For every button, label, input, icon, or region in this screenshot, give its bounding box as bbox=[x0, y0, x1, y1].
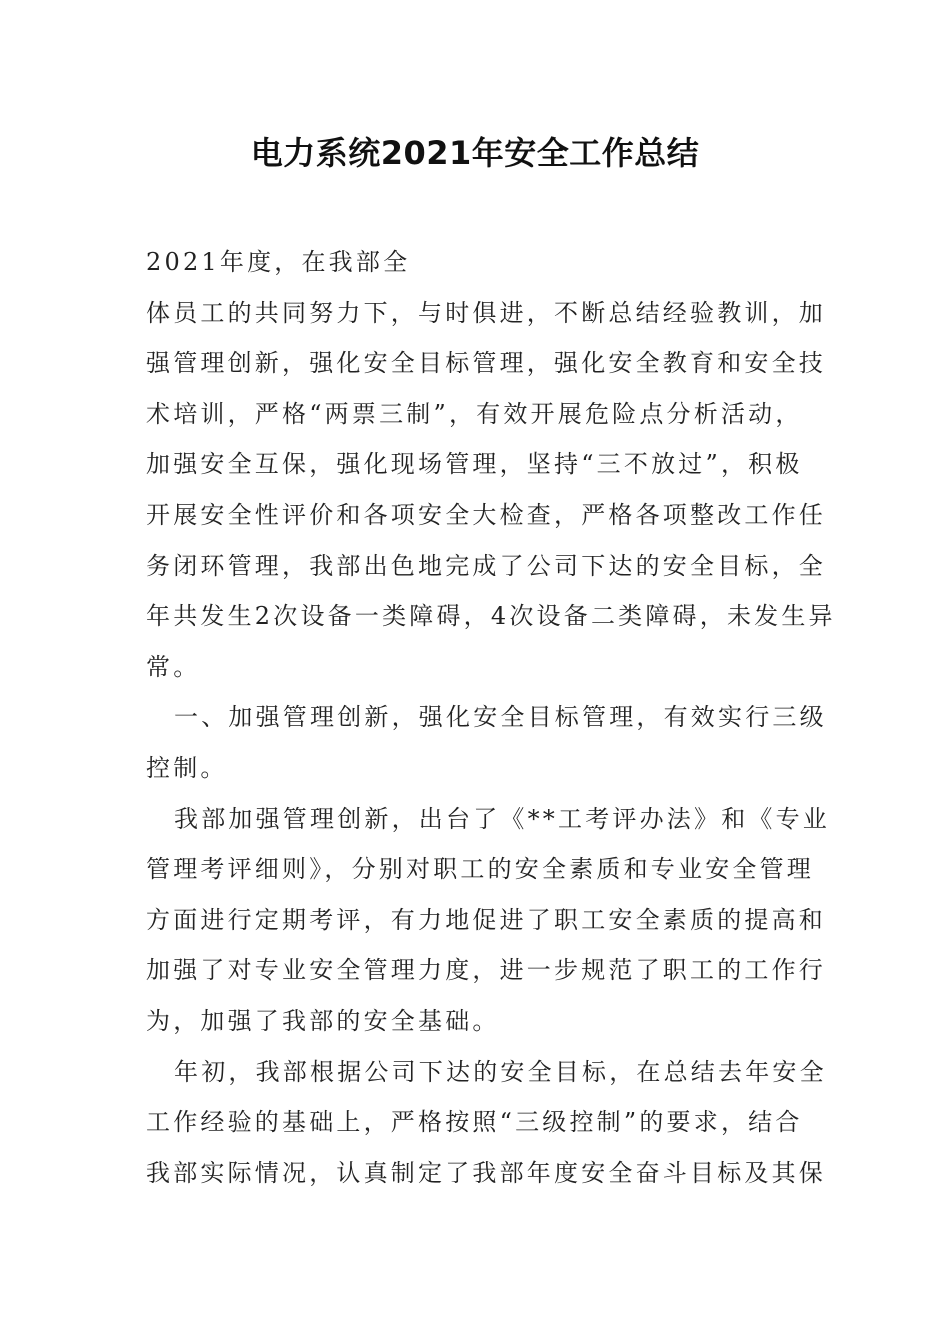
paragraph-3-line-4: 加强了对专业安全管理力度，进一步规范了职工的工作行 bbox=[146, 956, 826, 985]
paragraph-1-line-3: 强管理创新，强化安全目标管理，强化安全教育和安全技 bbox=[146, 349, 826, 378]
paragraph-1-line-6: 开展安全性评价和各项安全大检查，严格各项整改工作任 bbox=[146, 500, 826, 529]
paragraph-4-line-2: 工作经验的基础上，严格按照“三级控制”的要求，结合 bbox=[146, 1108, 803, 1137]
paragraph-1-line-2: 体员工的共同努力下，与时俱进，不断总结经验教训，加 bbox=[146, 298, 826, 327]
paragraph-3-line-3: 方面进行定期考评，有力地促进了职工安全素质的提高和 bbox=[146, 905, 826, 934]
paragraph-3-line-5: 为，加强了我部的安全基础。 bbox=[146, 1006, 500, 1035]
paragraph-1-line-4: 术培训，严格“两票三制”，有效开展危险点分析活动， bbox=[146, 399, 803, 428]
section-heading-1-line-1: 一、加强管理创新，强化安全目标管理，有效实行三级 bbox=[174, 703, 827, 732]
paragraph-4-line-1: 年初，我部根据公司下达的安全目标，在总结去年安全 bbox=[174, 1057, 827, 1086]
paragraph-1-line-7: 务闭环管理，我部出色地完成了公司下达的安全目标，全 bbox=[146, 551, 826, 580]
paragraph-1-line-9: 常。 bbox=[146, 652, 201, 681]
paragraph-3-line-1: 我部加强管理创新，出台了《**工考评办法》和《专业 bbox=[174, 804, 830, 833]
document-body bbox=[146, 237, 836, 1198]
paragraph-4-line-3: 我部实际情况，认真制定了我部年度安全奋斗目标及其保 bbox=[146, 1158, 826, 1187]
paragraph-1-line-5: 加强安全互保，强化现场管理，坚持“三不放过”，积极 bbox=[146, 450, 803, 479]
paragraph-1-line-8: 年共发生2次设备一类障碍，4次设备二类障碍，未发生异 bbox=[146, 602, 836, 631]
paragraph-3-line-2: 管理考评细则》，分别对职工的安全素质和专业安全管理 bbox=[146, 855, 814, 884]
document-title: 电力系统2021年安全工作总结 bbox=[250, 134, 700, 172]
paragraph-1-line-1: 2021年度，在我部全 bbox=[146, 248, 411, 276]
section-heading-1-line-2: 控制。 bbox=[146, 753, 228, 782]
